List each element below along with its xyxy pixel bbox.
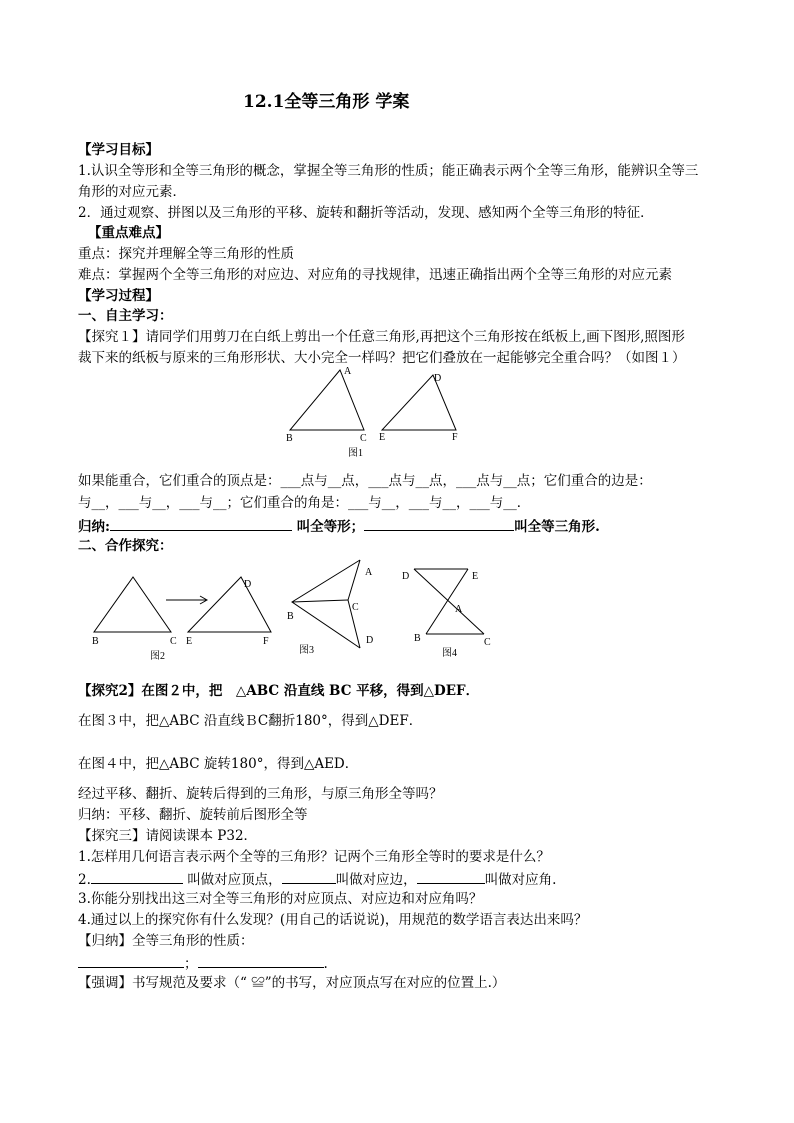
key-point: 重点：探究并理解全等三角形的性质 xyxy=(78,246,294,262)
process-heading: 【学习过程】 xyxy=(78,288,159,304)
fig1-caption: 图1 xyxy=(348,448,363,459)
fig2-caption: 图2 xyxy=(150,651,165,662)
fig4-caption: 图4 xyxy=(442,648,457,659)
blank-corresponding-angles[interactable] xyxy=(417,869,485,884)
section2-heading: 二、合作探究： xyxy=(78,538,173,554)
fig1-label-B: B xyxy=(286,433,293,444)
explore2-summary: 归纳：平移、翻折、旋转前后图形全等 xyxy=(78,807,308,823)
fig1-label-C: C xyxy=(360,433,367,444)
q2-c: 叫做对应角. xyxy=(484,872,557,888)
figure-3 xyxy=(284,555,394,660)
blank-congruent-triangles[interactable] xyxy=(364,516,514,531)
explore3-q1: 1.怎样用几何语言表示两个全等的三角形？记两个三角形全等时的要求是什么？ xyxy=(78,849,550,865)
goal-1-cont: 角形的对应元素． xyxy=(78,184,186,200)
fig1-label-E: E xyxy=(379,432,386,443)
fig4-label-C: C xyxy=(484,637,491,648)
summary-1-mid: 叫全等形； xyxy=(296,519,365,535)
q2-prefix: 2. xyxy=(78,872,91,888)
explore2-line2: 在图３中，把△ABC 沿直线ＢC翻折180°，得到△DEF． xyxy=(78,713,423,729)
explore3-q4: 4.通过以上的探究你有什么发现？(用自己的话说说)，用规范的数学语言表达出来吗？ xyxy=(78,912,588,928)
property-blanks xyxy=(78,953,328,973)
property-semicolon: ； xyxy=(184,956,198,972)
fig3-caption: 图3 xyxy=(299,645,314,656)
fig3-label-C: C xyxy=(352,602,359,613)
figure-4 xyxy=(398,562,508,662)
blank-corresponding-vertices[interactable] xyxy=(91,869,183,884)
explore1-line1: 【探究１】请同学们用剪刀在白纸上剪出一个任意三角形,再把这个三角形按在纸板上,画下图形,照图形 xyxy=(78,329,685,345)
difficult-point: 难点：掌握两个全等三角形的对应边、对应角的寻找规律，迅速正确指出两个全等三角形的对应元素 xyxy=(78,267,672,283)
summary-1-label: 归纳: xyxy=(78,519,110,535)
fig3-label-A: A xyxy=(365,567,373,578)
fig4-label-E: E xyxy=(472,571,479,582)
fig2-label-C: C xyxy=(170,636,177,647)
fig4-label-B: B xyxy=(414,633,421,644)
goal-2: 2．通过观察、拼图以及三角形的平移、旋转和翻折等活动，发现、感知两个全等三角形的特征． xyxy=(78,205,654,221)
fill-line-2: 与__，___与__，___与__；它们重合的角是：___与__，___与__，___与__． xyxy=(78,495,531,511)
goal-1: 1.认识全等形和全等三角形的概念，掌握全等三角形的性质；能正确表示两个全等三角形，能辨识全等三 xyxy=(78,163,699,179)
blank-property-2[interactable] xyxy=(198,953,324,968)
fig1-label-A: A xyxy=(344,366,352,377)
section1-heading: 一、自主学习： xyxy=(78,308,173,324)
fig2-label-E: E xyxy=(186,636,193,647)
q2-a: 叫做对应顶点， xyxy=(187,872,282,888)
explore1-line2: 裁下来的纸板与原来的三角形形状、大小完全一样吗？把它们叠放在一起能够完全重合吗？（如图１） xyxy=(78,350,686,366)
fill-line-1: 如果能重合，它们重合的顶点是：___点与__点，___点与__点，___点与__点；它们重合的边是： xyxy=(78,473,652,489)
fig3-label-B: B xyxy=(287,611,294,622)
fig4-label-D: D xyxy=(402,571,410,582)
fig2-label-B: B xyxy=(92,636,99,647)
keypoints-heading: 【重点难点】 xyxy=(88,225,169,241)
goals-heading: 【学习目标】 xyxy=(78,142,159,158)
blank-corresponding-sides[interactable] xyxy=(282,869,336,884)
emphasis-note: 【强调】书写规范及要求（“ ≌”的书写，对应顶点写在对应的位置上.） xyxy=(78,975,506,991)
explore3-q3: 3.你能分别找出这三对全等三角形的对应顶点、对应边和对应角吗？ xyxy=(78,891,483,907)
explore2-line1 xyxy=(78,682,479,700)
fig1-label-D: D xyxy=(434,373,442,384)
blank-property-1[interactable] xyxy=(78,953,184,968)
fig2-label-F: F xyxy=(263,636,269,647)
page-title: 12.1全等三角形 学案 xyxy=(243,92,410,112)
fig1-label-F: F xyxy=(452,432,458,443)
fig2-label-D: D xyxy=(244,579,252,590)
explore2-text: 【探究2】在图２中，把 △ABC 沿直线 BC 平移，得到△DEF． xyxy=(78,683,480,699)
explore2-line3: 在图４中，把△ABC 旋转180°，得到△AED． xyxy=(78,756,359,772)
summary-1 xyxy=(78,516,600,536)
figure-1 xyxy=(280,365,470,465)
property-period: . xyxy=(323,956,328,972)
summary-1-end: 叫全等三角形. xyxy=(514,519,600,535)
explore2-line4: 经过平移、翻折、旋转后得到的三角形，与原三角形全等吗？ xyxy=(78,786,443,802)
explore3-q2 xyxy=(78,869,556,889)
figure-2 xyxy=(88,570,288,665)
blank-congruent-figures[interactable] xyxy=(110,516,292,531)
explore3-heading: 【探究三】请阅读课本 P32． xyxy=(78,828,258,844)
fig3-label-D: D xyxy=(366,635,374,646)
fig4-label-A: A xyxy=(455,604,463,615)
q2-b: 叫做对应边， xyxy=(335,872,417,888)
explore3-summary: 【归纳】全等三角形的性质： xyxy=(78,933,254,949)
